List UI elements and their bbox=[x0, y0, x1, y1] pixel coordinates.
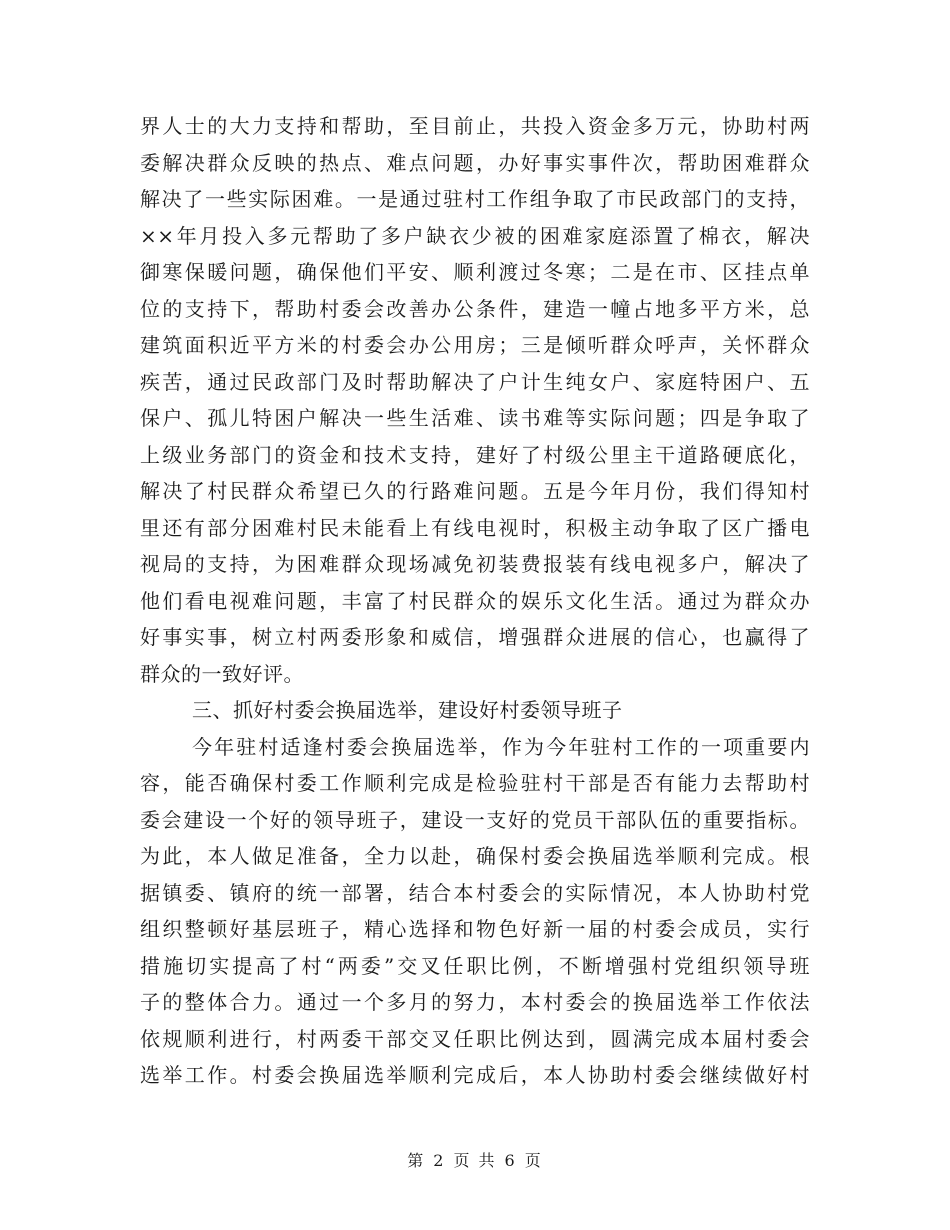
text-line: 界人士的大力支持和帮助，至目前止，共投入资金多万元，协助村两 bbox=[140, 114, 810, 138]
text-line: 视局的支持，为困难群众现场减免初装费报装有线电视多户，解决了 bbox=[140, 552, 810, 576]
text-line: 依规顺利进行，村两委干部交叉任职比例达到，圆满完成本届村委会 bbox=[140, 1026, 810, 1051]
text-line: 里还有部分困难村民未能看上有线电视时，积极主动争取了区广播电 bbox=[140, 515, 810, 540]
text-line: 据镇委、镇府的统一部署，结合本村委会的实际情况，本人协助村党 bbox=[140, 880, 810, 905]
document-body bbox=[140, 108, 810, 1094]
text-line: 委会建设一个好的领导班子，建设一支好的党员干部队伍的重要指标。 bbox=[140, 807, 810, 832]
text-line: 保户、孤儿特困户解决一些生活难、读书难等实际问题；四是争取了 bbox=[140, 406, 810, 430]
footer-suffix: 页 bbox=[524, 1151, 543, 1170]
text-line: 解决了一些实际困难。一是通过驻村工作组争取了市民政部门的支持， bbox=[140, 187, 810, 211]
text-line: 建筑面积近平方米的村委会办公用房；三是倾听群众呼声，关怀群众 bbox=[140, 333, 810, 357]
text-line: 为此，本人做足准备，全力以赴，确保村委会换届选举顺利完成。根 bbox=[140, 844, 810, 868]
text-line: 今年驻村适逢村委会换届选举，作为今年驻村工作的一项重要内 bbox=[192, 734, 810, 759]
text-line: 好事实事，树立村两委形象和威信，增强群众进展的信心，也赢得了 bbox=[140, 625, 810, 649]
text-line: 群众的一致好评。 bbox=[140, 661, 304, 686]
total-page-count: 6 bbox=[504, 1151, 517, 1170]
section-heading: 三、抓好村委会换届选举，建设好村委领导班子 bbox=[192, 698, 623, 722]
page-footer bbox=[0, 1148, 950, 1171]
text-line: 疾苦，通过民政部门及时帮助解决了户计生纯女户、家庭特困户、五 bbox=[140, 369, 810, 394]
text-line: 他们看电视难问题，丰富了村民群众的娱乐文化生活。通过为群众办 bbox=[140, 588, 810, 613]
text-line: 委解决群众反映的热点、难点问题，办好事实事件次，帮助困难群众 bbox=[140, 150, 810, 175]
footer-prefix: 第 bbox=[407, 1151, 426, 1170]
footer-middle: 页 共 bbox=[453, 1151, 497, 1170]
text-line: 位的支持下，帮助村委会改善办公条件，建造一幢占地多平方米，总 bbox=[140, 296, 810, 321]
text-line: 选举工作。村委会换届选举顺利完成后，本人协助村委会继续做好村 bbox=[140, 1063, 810, 1087]
current-page-number: 2 bbox=[433, 1151, 446, 1170]
text-line: 御寒保暖问题，确保他们平安、顺利渡过冬寒；二是在市、区挂点单 bbox=[140, 260, 810, 284]
paragraph-1 bbox=[140, 108, 810, 692]
text-line: 上级业务部门的资金和技术支持，建好了村级公里主干道路硬底化， bbox=[140, 442, 810, 467]
text-line: 解决了村民群众希望已久的行路难问题。五是今年月份，我们得知村 bbox=[140, 479, 810, 503]
text-line: 措施切实提高了村“两委”交叉任职比例，不断增强村党组织领导班 bbox=[140, 953, 810, 978]
text-line: ××年月投入多元帮助了多户缺衣少被的困难家庭添置了棉衣，解决 bbox=[140, 223, 810, 248]
text-line: 容，能否确保村委工作顺利完成是检验驻村干部是否有能力去帮助村 bbox=[140, 771, 810, 795]
paragraph-2 bbox=[140, 729, 810, 1094]
text-line: 组织整顿好基层班子，精心选择和物色好新一届的村委会成员，实行 bbox=[140, 917, 810, 941]
text-line: 子的整体合力。通过一个多月的努力，本村委会的换届选举工作依法 bbox=[140, 990, 810, 1014]
